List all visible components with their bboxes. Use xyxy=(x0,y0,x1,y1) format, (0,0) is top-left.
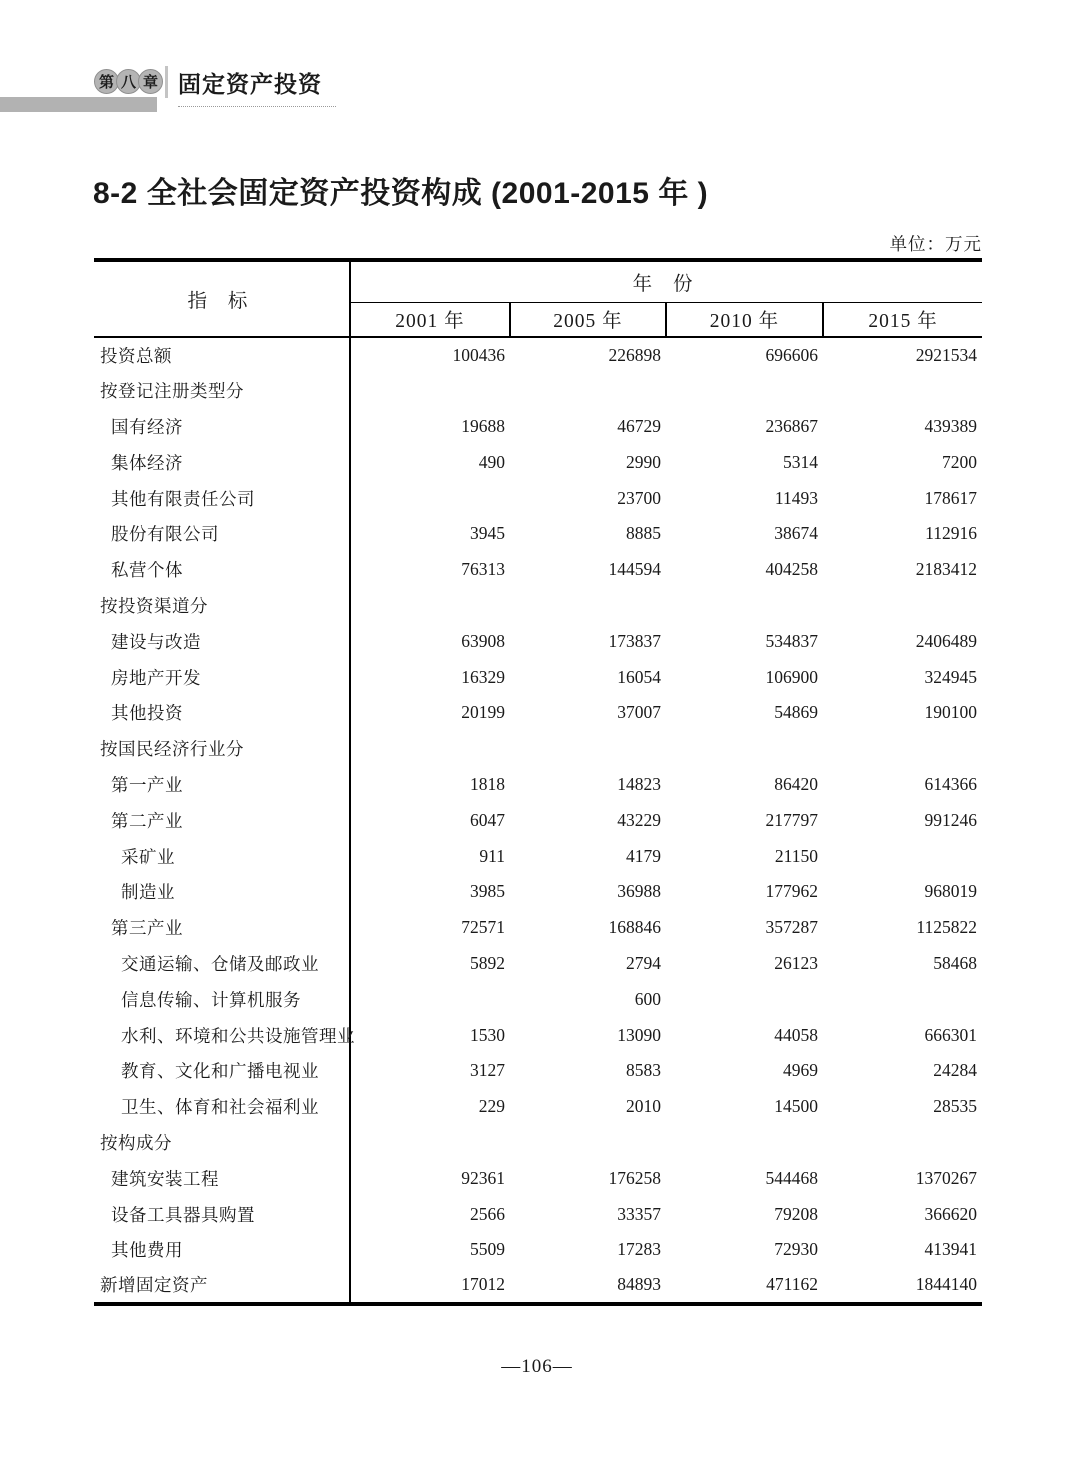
cell-value: 17012 xyxy=(461,1274,505,1295)
row-label: 信息传输、计算机服务 xyxy=(94,981,350,1017)
cell-value: 413941 xyxy=(924,1239,978,1260)
table-row xyxy=(94,1125,982,1161)
cell-value xyxy=(823,838,982,874)
table-row xyxy=(94,552,982,588)
row-label: 教育、文化和广播电视业 xyxy=(94,1053,350,1089)
table-row xyxy=(94,480,982,516)
year-column-header: 2005 年 xyxy=(510,302,666,337)
cell-value: 3127 xyxy=(470,1060,505,1081)
cell-value xyxy=(510,1125,666,1161)
chapter-badge xyxy=(94,69,160,94)
cell-value: 43229 xyxy=(617,809,661,830)
row-label: 水利、环境和公共设施管理业 xyxy=(94,1017,350,1053)
cell-value: 1370267 xyxy=(915,1167,978,1188)
cell-value xyxy=(823,588,982,624)
table-row xyxy=(94,588,982,624)
page-title: 8-2 全社会固定资产投资构成 (2001-2015 年 ) xyxy=(93,177,709,210)
cell-value: 173837 xyxy=(608,630,661,651)
cell-value: 471162 xyxy=(766,1274,818,1295)
cell-value xyxy=(350,981,510,1017)
cell-value: 106900 xyxy=(765,666,818,687)
cell-value xyxy=(510,588,666,624)
row-label: 投资总额 xyxy=(94,337,350,373)
table-row xyxy=(94,946,982,982)
row-label: 房地产开发 xyxy=(94,659,350,695)
row-label: 按登记注册类型分 xyxy=(94,373,350,409)
cell-value: 366620 xyxy=(924,1203,978,1224)
cell-value: 3985 xyxy=(470,881,505,902)
table-row xyxy=(94,409,982,445)
indicator-column-header: 指 标 xyxy=(94,260,350,337)
row-label: 股份有限公司 xyxy=(94,516,350,552)
cell-value: 112916 xyxy=(925,523,978,544)
cell-value: 190100 xyxy=(924,702,978,723)
cell-value: 600 xyxy=(634,988,661,1009)
chapter-decoration-bar xyxy=(0,97,157,112)
cell-value: 16054 xyxy=(617,666,661,687)
cell-value: 2990 xyxy=(626,451,661,472)
chapter-badge-char: 八 xyxy=(116,69,141,94)
table-row xyxy=(94,695,982,731)
row-label: 制造业 xyxy=(94,874,350,910)
cell-value: 21150 xyxy=(774,845,818,866)
cell-value xyxy=(823,731,982,767)
cell-value: 23700 xyxy=(617,487,661,508)
cell-value: 28535 xyxy=(933,1096,978,1117)
table-row xyxy=(94,1268,982,1304)
cell-value: 2921534 xyxy=(915,344,978,365)
cell-value: 2566 xyxy=(470,1203,505,1224)
table-row xyxy=(94,1232,982,1268)
unit-note: 单位：万元 xyxy=(889,234,982,254)
row-label: 按国民经济行业分 xyxy=(94,731,350,767)
row-label: 其他投资 xyxy=(94,695,350,731)
cell-value: 36988 xyxy=(617,881,661,902)
chapter-title: 固定资产投资 xyxy=(178,66,336,107)
cell-value xyxy=(666,981,823,1017)
cell-value: 357287 xyxy=(765,917,818,938)
cell-value: 696606 xyxy=(765,344,818,365)
cell-value: 1125822 xyxy=(916,917,978,938)
cell-value: 17283 xyxy=(617,1239,661,1260)
cell-value: 84893 xyxy=(617,1274,661,1295)
row-label: 第二产业 xyxy=(94,802,350,838)
cell-value: 20199 xyxy=(461,702,505,723)
row-label: 按构成分 xyxy=(94,1125,350,1161)
cell-value: 4969 xyxy=(783,1060,818,1081)
year-column-header: 2010 年 xyxy=(666,302,823,337)
cell-value: 911 xyxy=(479,845,505,866)
cell-value xyxy=(350,731,510,767)
table-row xyxy=(94,874,982,910)
cell-value: 16329 xyxy=(461,666,505,687)
page-number: —106— xyxy=(501,1356,573,1377)
cell-value xyxy=(510,731,666,767)
cell-value: 490 xyxy=(478,451,505,472)
table-row xyxy=(94,1089,982,1125)
row-label: 第一产业 xyxy=(94,767,350,803)
table-body xyxy=(94,337,982,1304)
cell-value: 46729 xyxy=(617,415,661,436)
table-row xyxy=(94,731,982,767)
row-label: 建设与改造 xyxy=(94,623,350,659)
cell-value: 178617 xyxy=(924,487,978,508)
cell-value: 76313 xyxy=(461,559,505,580)
cell-value: 229 xyxy=(478,1096,505,1117)
cell-value: 11493 xyxy=(774,487,818,508)
table-header xyxy=(94,260,982,337)
cell-value xyxy=(350,480,510,516)
chapter-divider xyxy=(165,66,168,98)
cell-value xyxy=(823,981,982,1017)
cell-value: 44058 xyxy=(774,1024,818,1045)
cell-value: 4179 xyxy=(626,845,661,866)
cell-value: 1818 xyxy=(470,773,505,794)
year-group-header: 年 份 xyxy=(350,260,982,302)
cell-value xyxy=(666,731,823,767)
table-row xyxy=(94,1196,982,1232)
cell-value: 37007 xyxy=(617,702,661,723)
row-label: 卫生、体育和社会福利业 xyxy=(94,1089,350,1125)
cell-value: 3945 xyxy=(470,523,505,544)
cell-value: 1530 xyxy=(470,1024,505,1045)
row-label: 集体经济 xyxy=(94,444,350,480)
table-row xyxy=(94,1160,982,1196)
cell-value: 217797 xyxy=(765,809,818,830)
row-label: 新增固定资产 xyxy=(94,1268,350,1304)
statistics-table xyxy=(94,258,982,1306)
table-row xyxy=(94,659,982,695)
cell-value xyxy=(823,1125,982,1161)
chapter-badge-char: 第 xyxy=(94,69,119,94)
cell-value: 236867 xyxy=(765,415,818,436)
cell-value: 226898 xyxy=(608,344,661,365)
table-row xyxy=(94,444,982,480)
cell-value: 24284 xyxy=(933,1060,978,1081)
cell-value: 8885 xyxy=(626,523,661,544)
row-label: 第三产业 xyxy=(94,910,350,946)
table-row xyxy=(94,1053,982,1089)
cell-value xyxy=(350,588,510,624)
cell-value: 144594 xyxy=(608,559,661,580)
cell-value: 666301 xyxy=(924,1024,978,1045)
year-column-header: 2015 年 xyxy=(823,302,982,337)
table-row xyxy=(94,1017,982,1053)
cell-value: 79208 xyxy=(774,1203,818,1224)
cell-value xyxy=(666,588,823,624)
row-label: 按投资渠道分 xyxy=(94,588,350,624)
cell-value xyxy=(666,1125,823,1161)
year-column-header: 2001 年 xyxy=(395,311,465,333)
cell-value: 176258 xyxy=(608,1167,661,1188)
table-row xyxy=(94,373,982,409)
row-label: 其他有限责任公司 xyxy=(94,480,350,516)
table-row xyxy=(94,623,982,659)
cell-value: 38674 xyxy=(774,523,818,544)
cell-value: 177962 xyxy=(765,881,818,902)
cell-value: 5509 xyxy=(470,1239,505,1260)
cell-value: 92361 xyxy=(461,1167,505,1188)
table-row xyxy=(94,838,982,874)
cell-value: 19688 xyxy=(461,415,505,436)
cell-value: 5314 xyxy=(783,451,818,472)
cell-value: 86420 xyxy=(774,773,818,794)
cell-value: 72930 xyxy=(774,1239,818,1260)
table-row xyxy=(94,802,982,838)
row-label: 私营个体 xyxy=(94,552,350,588)
cell-value: 614366 xyxy=(924,773,978,794)
cell-value xyxy=(666,373,823,409)
cell-value: 33357 xyxy=(617,1203,661,1224)
cell-value: 2794 xyxy=(626,952,661,973)
cell-value: 324945 xyxy=(924,666,978,687)
cell-value xyxy=(510,373,666,409)
table-row xyxy=(94,337,982,373)
cell-value: 534837 xyxy=(765,630,818,651)
cell-value: 54869 xyxy=(774,702,818,723)
table-row xyxy=(94,516,982,552)
cell-value: 5892 xyxy=(470,952,505,973)
cell-value: 6047 xyxy=(470,809,505,830)
row-label: 建筑安装工程 xyxy=(94,1160,350,1196)
table-row xyxy=(94,981,982,1017)
cell-value: 439389 xyxy=(924,415,978,436)
cell-value: 72571 xyxy=(461,917,505,938)
cell-value: 991246 xyxy=(924,809,978,830)
cell-value: 968019 xyxy=(924,881,978,902)
cell-value: 1844140 xyxy=(915,1274,978,1295)
cell-value: 100436 xyxy=(452,344,505,365)
cell-value: 2406489 xyxy=(915,630,978,651)
cell-value: 58468 xyxy=(933,952,978,973)
cell-value: 8583 xyxy=(626,1060,661,1081)
table-row xyxy=(94,767,982,803)
cell-value: 63908 xyxy=(461,630,505,651)
chapter-badge-char: 章 xyxy=(138,69,163,94)
cell-value: 14500 xyxy=(774,1096,818,1117)
cell-value: 7200 xyxy=(942,451,978,472)
cell-value: 13090 xyxy=(617,1024,661,1045)
row-label: 交通运输、仓储及邮政业 xyxy=(94,946,350,982)
row-label: 设备工具器具购置 xyxy=(94,1196,350,1232)
row-label: 国有经济 xyxy=(94,409,350,445)
cell-value: 404258 xyxy=(765,559,818,580)
cell-value: 2183412 xyxy=(915,559,978,580)
cell-value: 544468 xyxy=(765,1167,818,1188)
table-row xyxy=(94,910,982,946)
cell-value xyxy=(350,1125,510,1161)
row-label: 其他费用 xyxy=(94,1232,350,1268)
row-label: 采矿业 xyxy=(94,838,350,874)
cell-value: 14823 xyxy=(617,773,661,794)
cell-value xyxy=(823,373,982,409)
cell-value: 26123 xyxy=(774,952,818,973)
cell-value: 168846 xyxy=(608,917,661,938)
cell-value xyxy=(350,373,510,409)
cell-value: 2010 xyxy=(626,1096,661,1117)
